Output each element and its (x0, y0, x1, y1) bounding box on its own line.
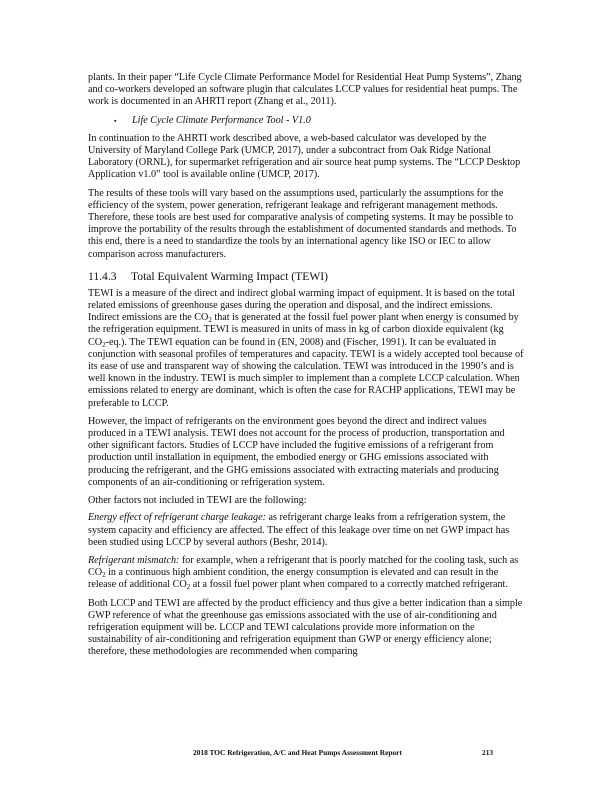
paragraph-charge-leakage (88, 512, 524, 549)
paragraph-other-factors: Other factors not included in TEWI are the following: (88, 495, 307, 507)
page-footer (0, 748, 612, 760)
subscript: 2 (208, 316, 212, 325)
paragraph-refrigerant-mismatch (88, 555, 524, 592)
text-run: -eq.). The TEWI equation can be found in (EN, 2008) and (Fischer, 1991). It can be evaluated in conjunction with seasonal profiles of temperatures and capacity. TEWI is a widely accepted tool because of its ease of use and transparent way of showing the calculation. TEWI was introduced in the 1990’s and is well known in the industry. TEWI is much simpler to implement than a complete LCCP calculation. When emissions related to energy are dominant, which is often the case for RACHP applications, TEWI may be preferable to LCCP. (88, 336, 524, 409)
text-run: that is generated at the fossil fuel power plant when energy is consumed by the refrigeration equipment. TEWI is measured in units of mass in kg of carbon dioxide equivalent (kg CO (88, 312, 519, 348)
section-heading (88, 270, 524, 284)
bullet-item-lccp-tool (88, 115, 524, 127)
bullet-item-label: Life Cycle Climate Performance Tool - V1.0 (132, 114, 311, 126)
body-text (88, 72, 524, 665)
page-number: 213 (482, 748, 494, 757)
paragraph-tool-results: The results of these tools will vary based on the assumptions used, particularly the assumptions for the efficiency of the system, power generation, refrigerant leakage and refrigerant management methods. Therefore, these tools are best used for comparative analysis of competing systems. It may be possible to improve the portability of the results through the establishment of documented standards and methods. To this end, there is a need to standardize the tools by an international agency like ISO or IEC to allow comparison across manufacturers. (88, 187, 517, 260)
section-number: 11.4.3 (88, 269, 117, 283)
paragraph-intro: plants. In their paper “Life Cycle Climate Performance Model for Residential Heat Pump Systems”, Zhang and co-workers developed an software plugin that calculates LCCP values for residential heat pumps. The work is documented in an AHRTI report (Zhang et al., 2011). (88, 72, 522, 108)
text-run: TEWI is a measure of the direct and indirect global warming impact of equipment. It is based on the total related emissions of greenhouse gases during the operation and disposal, and the indirect emissions. Indirect emissions are the CO (88, 287, 515, 324)
paragraph-lccp-tewi-conclusion: Both LCCP and TEWI are affected by the product efficiency and thus give a better indication than a simple GWP reference of what the greenhouse gas emissions associated with the use of air-conditioning and refrigeration equipment will be. LCCP and TEWI calculations provide more information on the sustainability of air-conditioning and refrigeration equipment than GWP or energy efficiency alone; therefore, these methodologies are recommended when comparing (88, 597, 523, 658)
text-run: as refrigerant charge leaks from a refrigeration system, the system capacity and efficiency are affected. The effect of this leakage over time on net GWP impact has been studied using LCCP by several authors (Beshr, 2014). (88, 512, 510, 548)
section-title: Total Equivalent Warming Impact (TEWI) (131, 269, 328, 283)
subscript: 2 (102, 571, 106, 580)
text-run: at a fossil fuel power plant when compared to a correctly matched refrigerant. (190, 579, 508, 591)
square-bullet-icon: ▪ (114, 116, 117, 125)
subscript: 2 (186, 583, 191, 592)
subscript: 2 (102, 340, 106, 349)
text-run: in a continuous high ambient condition, the energy consumption is elevated and can result in the release of additional CO (88, 567, 499, 591)
text-run: for example, when a refrigerant that is poorly matched for the cooling task, such as CO (88, 554, 519, 579)
italic-lead: Refrigerant mismatch: (88, 554, 180, 566)
paragraph-umcp-calculator: In continuation to the AHRTI work described above, a web-based calculator was developed by the University of Maryland College Park (UMCP, 2017), under a subcontract from Oak Ridge National Laboratory (ORNL), for supermarket refrigeration and air source heat pump systems. The “LCCP Desktop Application v1.0” tool is available online (UMCP, 2017). (88, 132, 521, 181)
footer-report-title: 2018 TOC Refrigeration, A/C and Heat Pumps Assessment Report (193, 748, 402, 757)
paragraph-tewi-definition (88, 288, 524, 410)
paragraph-tewi-limitations: However, the impact of refrigerants on the environment goes beyond the direct and indirect values produced in a TEWI analysis. TEWI does not account for the process of production, transportation and other significant factors. Studies of LCCP have included the fugitive emissions of a refrigerant from production until installation in equipment, the embodied energy or GHG emissions associated with producing the refrigerant, and the GHG emissions associated with extracting materials and producing components of an air-conditioning or refrigeration system. (88, 415, 505, 488)
italic-lead: Energy effect of refrigerant charge leakage: (88, 512, 266, 524)
